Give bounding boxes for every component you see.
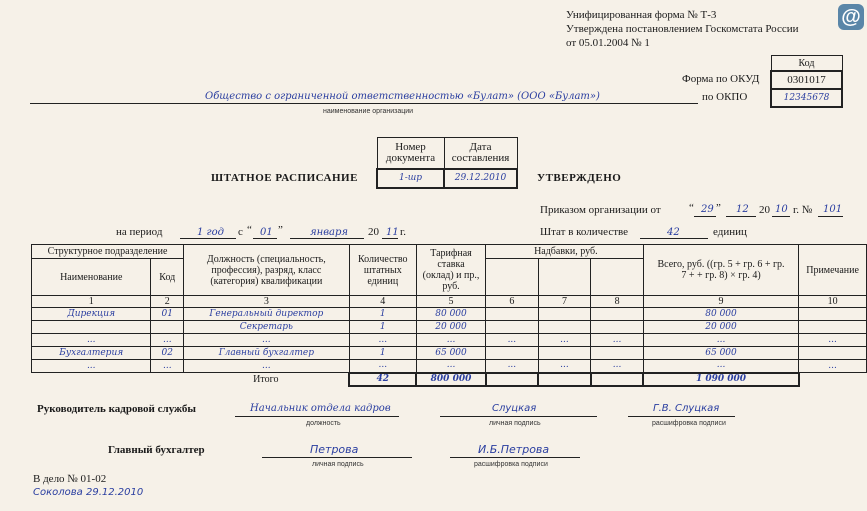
form-header-line1: Унифицированная форма № Т-3 [566, 9, 717, 21]
doc-date-header: Дата составления [444, 138, 517, 170]
staff-label: Штат в количестве [540, 226, 629, 238]
h-total: Всего, руб. ((гр. 5 + гр. 6 + гр. 7 + + гр. 8) × гр. 4) [643, 245, 798, 296]
table-row: ... ... ... ... ... ... ... ... ... ... [32, 334, 867, 347]
form-header-line3: от 05.01.2004 № 1 [566, 37, 650, 49]
okud-code: 0301017 [771, 71, 842, 89]
total-count: 42 [349, 373, 416, 387]
table-row: Дирекция 01 Генеральный директор 1 80 000 80 000 [32, 308, 867, 321]
doc-table [376, 137, 518, 189]
period-value: 1 год [197, 227, 224, 238]
total-row [32, 373, 867, 387]
staff-value: 42 [667, 227, 680, 238]
codes-header: Код [771, 56, 842, 72]
table-row: ... ... ... ... ... ... ... ... ... ... [32, 360, 867, 373]
hr-head-position: Начальник отдела кадров [250, 403, 391, 414]
h-bonus: Надбавки, руб. [486, 245, 644, 259]
approved-label: УТВЕРЖДЕНО [537, 172, 622, 184]
h-position: Должность (специальность, профессия), разряд, класс (категория) квалификации [184, 245, 350, 296]
order-number: 101 [823, 204, 843, 215]
doc-title: ШТАТНОЕ РАСПИСАНИЕ [211, 172, 358, 184]
h-note: Примечание [799, 245, 867, 296]
period-label: на период [116, 226, 163, 238]
form-header-line2: Утверждена постановлением Госкомстата России [566, 23, 799, 35]
h-code: Код [151, 259, 184, 296]
h-name: Наименование [32, 259, 151, 296]
hr-head-name: Г.В. Слуцкая [653, 403, 720, 414]
file-signed: Соколова 29.12.2010 [33, 487, 144, 498]
total-label: Итого [253, 374, 279, 385]
accountant-name: И.Б.Петрова [478, 443, 550, 456]
period-day: 01 [260, 227, 273, 238]
table-row: Бухгалтерия 02 Главный бухгалтер 1 65 000 65 000 [32, 347, 867, 360]
doc-date: 29.12.2010 [444, 169, 517, 188]
okud-label: Форма по ОКУД [682, 73, 760, 85]
hr-head-signature: Слуцкая [492, 403, 537, 414]
order-month: 12 [736, 204, 749, 215]
order-day: 29 [701, 204, 714, 215]
okpo-code: 12345678 [771, 89, 842, 107]
h-count: Количество штатных единиц [349, 245, 416, 296]
h-struct: Структурное подразделение [32, 245, 184, 259]
period-month: января [310, 227, 349, 238]
staff-table [31, 244, 867, 387]
total-rate: 800 000 [416, 373, 485, 387]
accountant-label: Главный бухгалтер [108, 444, 205, 456]
codes-table [770, 55, 843, 108]
site-logo: @ [838, 4, 864, 30]
order-year: 10 [775, 204, 788, 215]
org-caption: наименование организации [323, 108, 414, 115]
total-sum: 1 090 000 [643, 373, 798, 387]
form-header [566, 8, 798, 50]
okpo-label: по ОКПО [702, 91, 748, 103]
accountant-signature: Петрова [310, 443, 359, 456]
table-row: Секретарь 1 20 000 20 000 [32, 321, 867, 334]
org-name: Общество с ограниченной ответственностью «Булат» (ООО «Булат») [205, 91, 600, 102]
file-note: В дело № 01-02 [33, 473, 107, 485]
doc-number: 1-шр [377, 169, 444, 188]
order-label: Приказом организации от [540, 204, 661, 216]
column-numbers-row: 1 2 3 4 5 6 7 8 9 10 [32, 296, 867, 308]
period-year: 11 [386, 227, 399, 238]
doc-num-header: Номер документа [377, 138, 444, 170]
hr-head-label: Руководитель кадровой службы [37, 403, 196, 415]
h-rate: Тарифная ставка (оклад) и пр., руб. [416, 245, 485, 296]
